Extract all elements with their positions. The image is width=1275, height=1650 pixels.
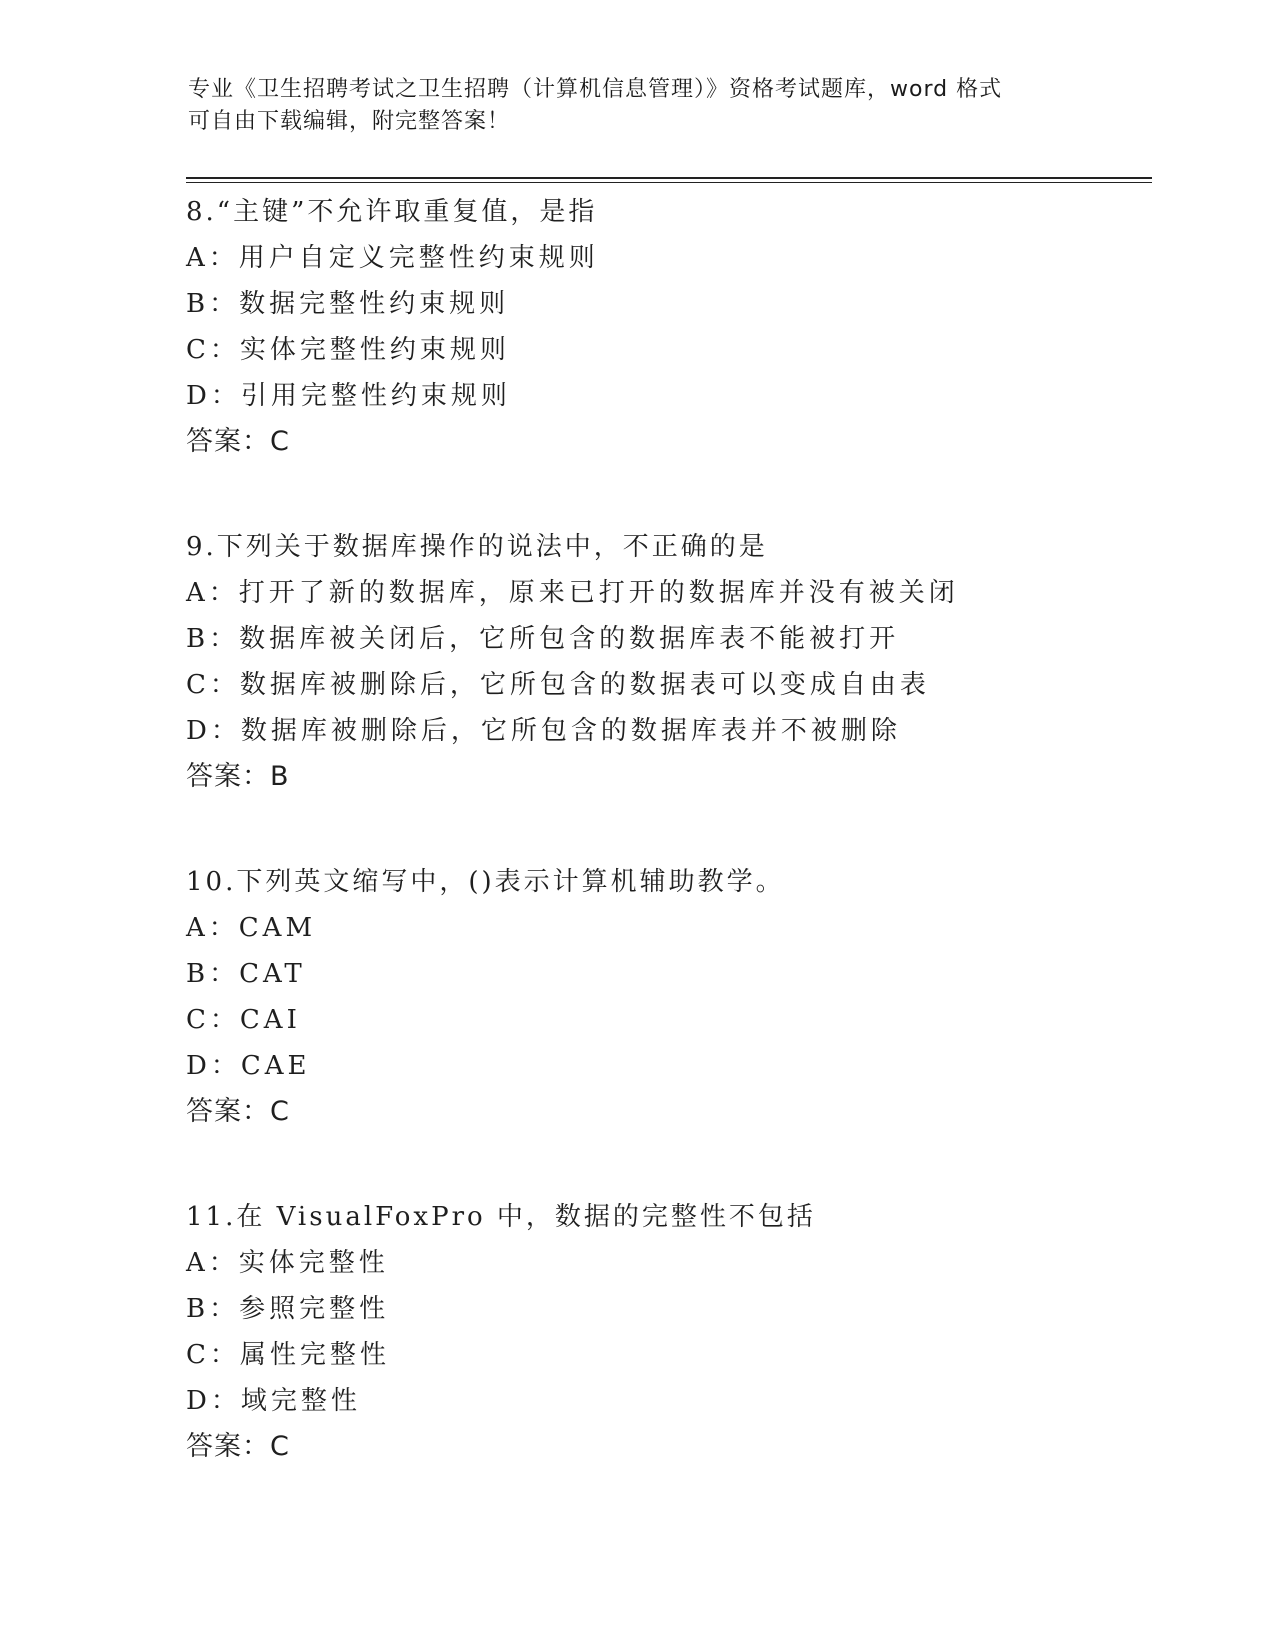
question-stem: 9.下列关于数据库操作的说法中，不正确的是: [186, 532, 768, 562]
option-b: B：参照完整性: [186, 1294, 390, 1324]
option-a: A：CAM: [186, 913, 317, 943]
question-11: [186, 1194, 1186, 1470]
question-stem: 11.在 VisualFoxPro 中，数据的完整性不包括: [186, 1202, 816, 1232]
header-line-1: 专业《卫生招聘考试之卫生招聘（计算机信息管理）》资格考试题库，word 格式: [188, 77, 1003, 102]
answer-line: 答案：C: [186, 1431, 290, 1462]
option-c: C：实体完整性约束规则: [186, 335, 510, 365]
option-b: B：CAT: [186, 959, 306, 989]
document-header: [188, 74, 1088, 138]
option-c: C：数据库被删除后，它所包含的数据表可以变成自由表: [186, 670, 930, 700]
question-list: [186, 189, 1186, 1529]
question-stem: 10.下列英文缩写中，()表示计算机辅助教学。: [186, 867, 785, 897]
question-9: [186, 524, 1186, 800]
header-divider: [186, 177, 1152, 183]
option-c: C：属性完整性: [186, 1340, 390, 1370]
option-d: D：数据库被删除后，它所包含的数据库表并不被删除: [186, 716, 901, 746]
option-d: D：引用完整性约束规则: [186, 381, 511, 411]
question-10: [186, 859, 1186, 1135]
option-b: B：数据库被关闭后，它所包含的数据库表不能被打开: [186, 624, 900, 654]
option-d: D：CAE: [186, 1051, 311, 1081]
answer-line: 答案：B: [186, 761, 290, 792]
header-line-2: 可自由下载编辑，附完整答案！: [188, 109, 511, 134]
answer-line: 答案：C: [186, 426, 290, 457]
option-a: A：打开了新的数据库，原来已打开的数据库并没有被关闭: [186, 578, 959, 608]
question-8: [186, 189, 1186, 465]
answer-line: 答案：C: [186, 1096, 290, 1127]
option-d: D：域完整性: [186, 1386, 361, 1416]
option-c: C：CAI: [186, 1005, 301, 1035]
question-stem: 8.“主键”不允许取重复值，是指: [186, 197, 598, 227]
option-a: A：实体完整性: [186, 1248, 389, 1278]
option-b: B：数据完整性约束规则: [186, 289, 510, 319]
option-a: A：用户自定义完整性约束规则: [186, 243, 599, 273]
